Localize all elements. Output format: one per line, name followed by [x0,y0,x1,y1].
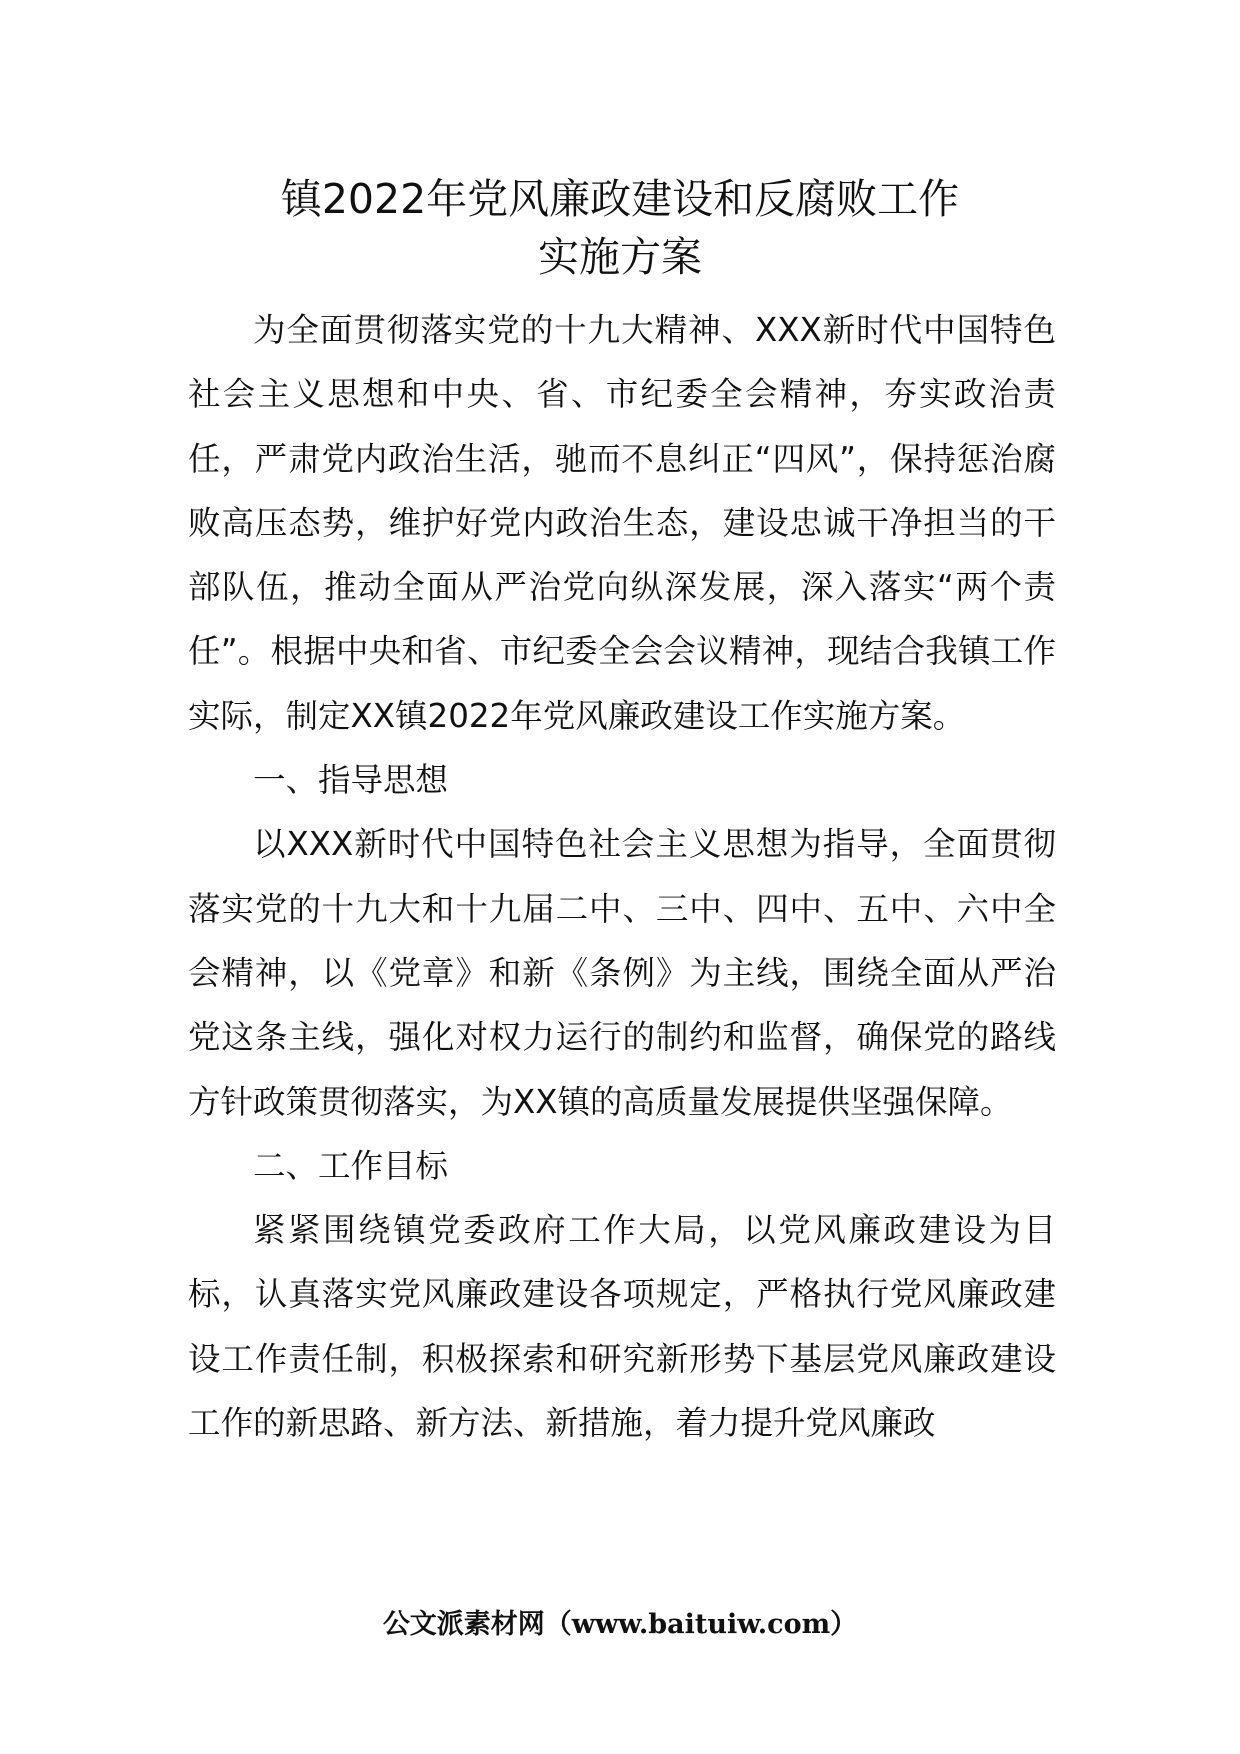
section-heading-guiding-ideology: 一、指导思想 [253,761,449,800]
intro-paragraph: 为全面贯彻落实党的十九大精神、XXX新时代中国特色社会主义思想和中央、省、市纪委全会精神，夯实政治责任，严肃党内政治生活，驰而不息纠正“四风”，保持惩治腐败高压态势，维护好党内政治生态，建设忠诚干净担当的干部队伍，推动全面从严治党向纵深发展，深入落实“两个责任”。根据中央和省、市纪委全会会议精神，现结合我镇工作实际，制定XX镇2022年党风廉政建设工作实施方案。 [188,311,1056,735]
document-body [188,298,1056,1455]
section-heading-work-goals: 二、工作目标 [253,1146,449,1185]
document-title [150,170,1090,286]
title-line-1: 镇2022年党风廉政建设和反腐败工作 [280,175,960,223]
section-body-guiding-ideology: 以XXX新时代中国特色社会主义思想为指导，全面贯彻落实党的十九大和十九届二中、三中、四中、五中、六中全会精神，以《党章》和新《条例》为主线，围绕全面从严治党这条主线，强化对权力运行的制约和监督，确保党的路线方针政策贯彻落实，为XX镇的高质量发展提供坚强保障。 [188,825,1056,1121]
footer-watermark: 公文派素材网（www.baituiw.com） [382,1609,858,1640]
section-body-work-goals: 紧紧围绕镇党委政府工作大局，以党风廉政建设为目标，认真落实党风廉政建设各项规定，严格执行党风廉政建设工作责任制，积极探索和研究新形势下基层党风廉政建设工作的新思路、新方法、新措施，着力提升党风廉政 [188,1211,1056,1443]
title-line-2: 实施方案 [538,233,702,281]
